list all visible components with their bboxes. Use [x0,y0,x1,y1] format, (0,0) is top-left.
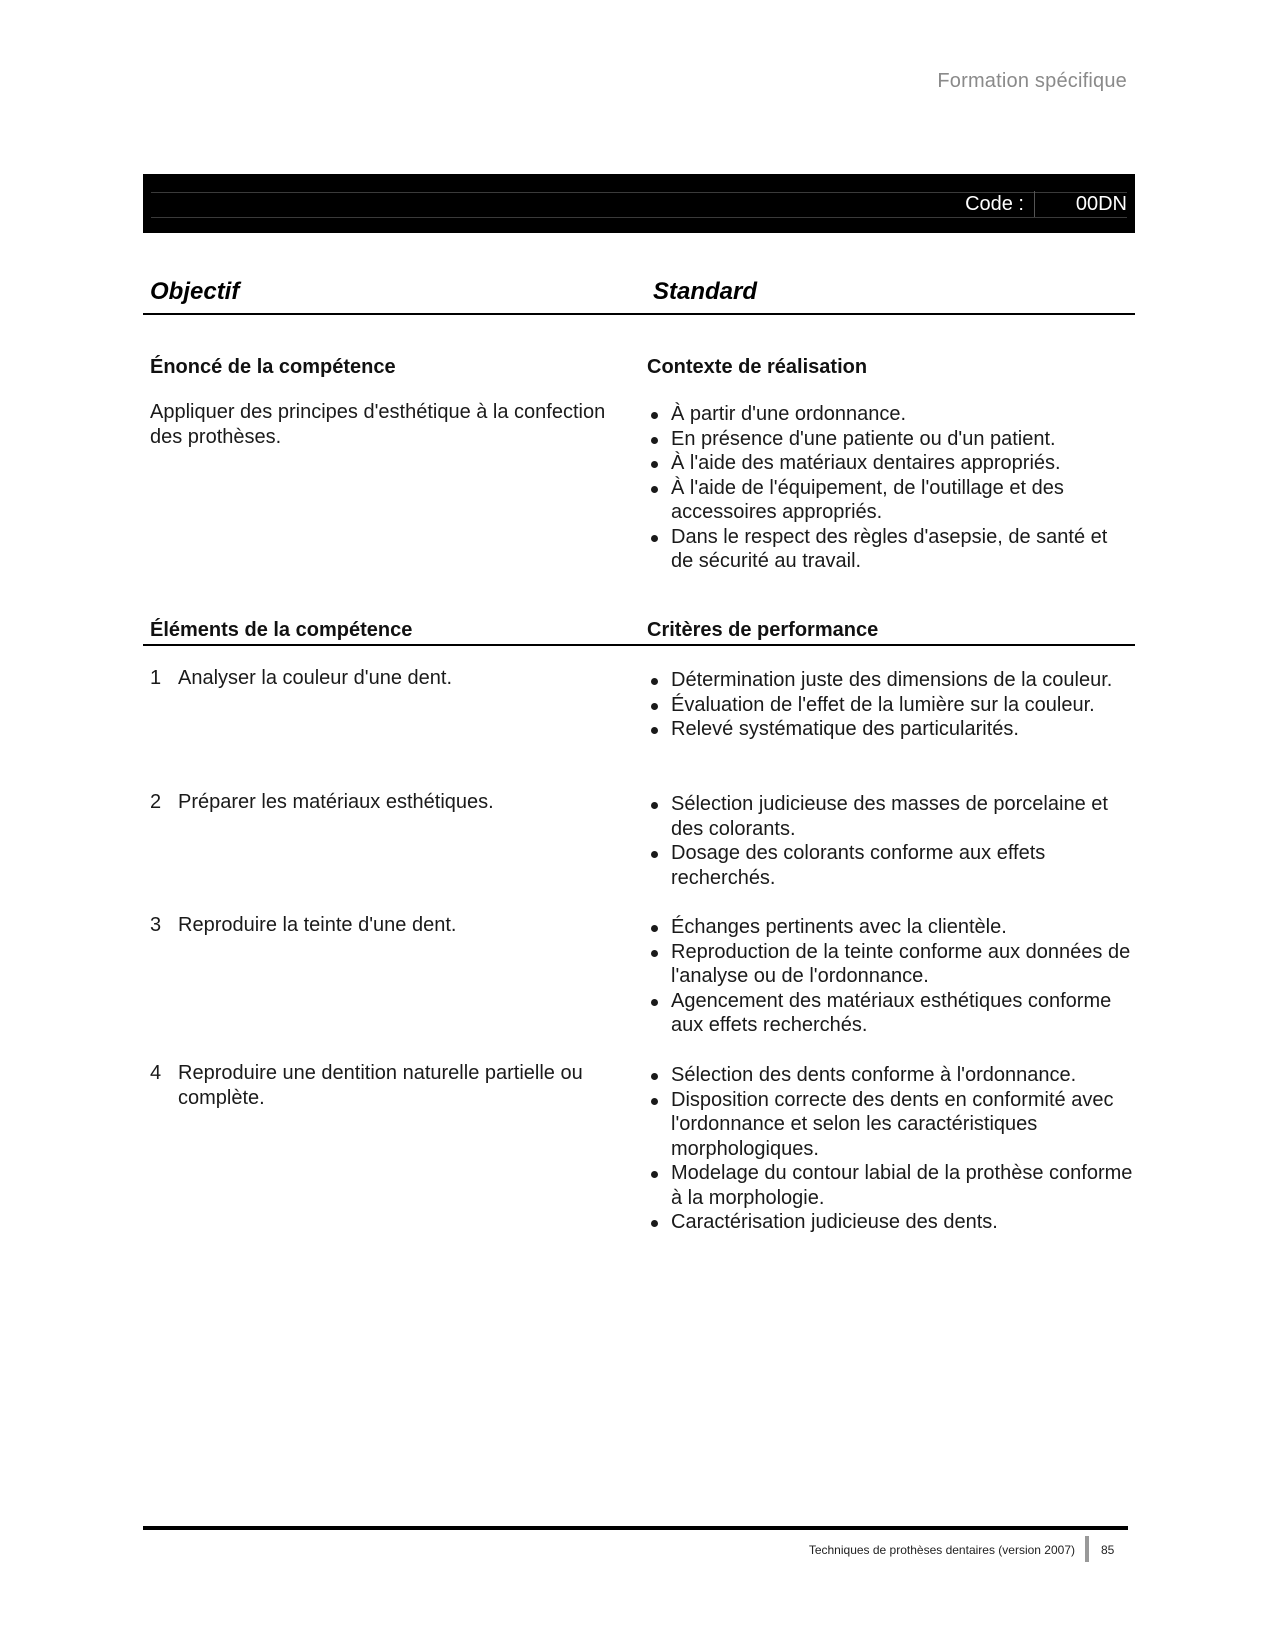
list-item: Caractérisation judicieuse des dents. [647,1210,1135,1235]
element-row-3 [150,913,620,938]
criteres-heading: Critères de performance [647,619,879,641]
element-text: Reproduire une dentition naturelle partielle ou complète. [178,1062,583,1109]
competence-heading: Énoncé de la compétence [150,356,396,378]
running-header: Formation spécifique [937,70,1127,92]
list-item: Disposition correcte des dents en conformité avec l'ordonnance et selon les caractéristiques morphologiques. [647,1088,1135,1162]
standard-title: Standard [653,278,758,305]
list-item: À partir d'une ordonnance. [647,402,1135,427]
footer-title: Techniques de prothèses dentaires (version 2007) [808,1543,1075,1557]
contexte-list [647,402,1135,574]
elements-heading: Éléments de la compétence [150,619,413,641]
element-text: Analyser la couleur d'une dent. [178,667,452,689]
element-number: 1 [150,667,162,689]
list-item: Sélection des dents conforme à l'ordonnance. [647,1063,1135,1088]
code-bar-line-bottom [151,217,1127,218]
objectif-title: Objectif [150,278,240,305]
list-item: Évaluation de l'effet de la lumière sur la couleur. [647,693,1135,718]
element-number: 3 [150,914,162,936]
competence-text: Appliquer des principes d'esthétique à la confection des prothèses. [150,401,606,448]
footer-separator [1085,1536,1089,1562]
code-bar [143,174,1135,233]
list-item: En présence d'une patiente ou d'un patient. [647,427,1135,452]
list-item: Dosage des colorants conforme aux effets recherchés. [647,841,1135,890]
elements-divider [143,644,1135,646]
list-item: À l'aide des matériaux dentaires appropriés. [647,451,1135,476]
criteria-list-4 [647,1063,1135,1235]
element-number: 2 [150,791,162,813]
element-text: Reproduire la teinte d'une dent. [178,914,457,936]
criteria-list-3 [647,915,1135,1038]
list-item: Sélection judicieuse des masses de porcelaine et des colorants. [647,792,1135,841]
criteria-list-1 [647,668,1135,742]
code-value: 00DN [1075,193,1127,215]
list-item: Détermination juste des dimensions de la couleur. [647,668,1135,693]
contexte-heading: Contexte de réalisation [647,356,868,378]
list-item: Modelage du contour labial de la prothèse conforme à la morphologie. [647,1161,1135,1210]
element-row-2 [150,790,620,815]
list-item: Reproduction de la teinte conforme aux données de l'analyse ou de l'ordonnance. [647,940,1135,989]
footer-rule [143,1526,1128,1530]
list-item: À l'aide de l'équipement, de l'outillage et des accessoires appropriés. [647,476,1135,525]
element-number: 4 [150,1062,162,1084]
criteria-list-2 [647,792,1135,890]
code-label: Code : [965,191,1035,217]
list-item: Agencement des matériaux esthétiques conforme aux effets recherchés. [647,989,1135,1038]
element-row-4 [150,1061,620,1110]
list-item: Échanges pertinents avec la clientèle. [647,915,1135,940]
element-row-1 [150,666,620,691]
list-item: Dans le respect des règles d'asepsie, de santé et de sécurité au travail. [647,525,1135,574]
page-number: 85 [1101,1543,1115,1557]
element-text: Préparer les matériaux esthétiques. [178,791,494,813]
list-item: Relevé systématique des particularités. [647,717,1135,742]
columns-divider [143,313,1135,315]
